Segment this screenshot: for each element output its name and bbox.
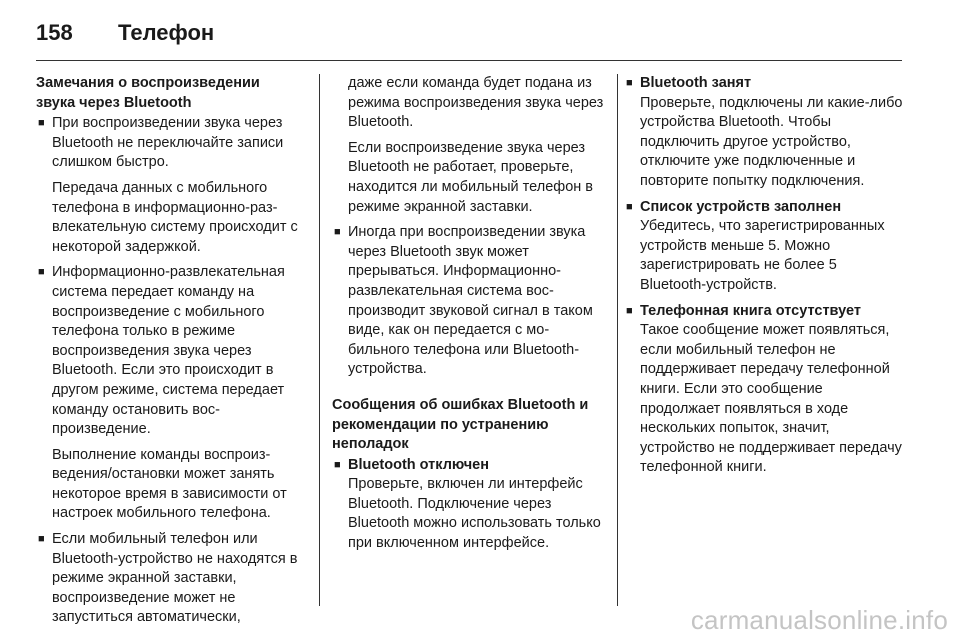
bullet-square-icon: ■ (626, 77, 633, 89)
column-1 (36, 74, 306, 626)
page-number: 158 (36, 20, 73, 45)
item-text: Если мобильный телефон или Bluetooth-устройство не находятся в режиме экранной заставки, воспроизведение может не запуститься автоматически, (52, 531, 298, 626)
item-title: Bluetooth отключен (348, 456, 489, 473)
watermark: carmanualsonline.info (690, 605, 948, 635)
spacer (332, 386, 604, 396)
bullet-square-icon: ■ (38, 117, 45, 130)
bullet-square-icon: ■ (626, 200, 633, 213)
list-item (332, 223, 604, 380)
item-text: Такое сообщение может появляться, если мобильный телефон не поддерживает передачу телефонной книги. Если это сообщение продолжает появляться в ходе нескольких попыток, значит, устройство не поддерживает передачу телефонной книги. (640, 322, 902, 476)
section-heading-errors (332, 396, 604, 455)
column-divider-1 (319, 74, 320, 606)
list-item (36, 530, 306, 628)
item-text: Проверьте, включен ли интерфейс Bluetooth. Подключение через Bluetooth можно использовать только при включенном интерфейсе. (348, 476, 601, 552)
continued-paragraph: даже если команда будет подана из режима воспроизведения звука через Bluetooth. (348, 75, 604, 131)
list-item (36, 263, 306, 524)
page-header (36, 20, 214, 48)
column-divider-2 (617, 74, 618, 606)
heading-line: Замечания о воспроизведении (36, 75, 260, 91)
item-text: Убедитесь, что зарегистрированных устройств меньше 5. Можно зарегистрировать не более 5 Bluetooth-устройств. (640, 218, 885, 293)
continued-paragraph: Если воспроизведение звука через Bluetooth не работает, проверьте, находится ли мобильный телефон в режиме экранной заставки. (348, 139, 593, 215)
item-text: Проверьте, подключены ли какие-либо устройства Bluetooth. Чтобы подключить другое устройство, отключите уже подключенные и повторите попытку подключения. (640, 94, 903, 189)
list-item (624, 198, 904, 296)
list-item (624, 74, 904, 192)
list-item (332, 456, 604, 554)
page-title: Телефон (118, 20, 215, 45)
list-item (624, 302, 904, 478)
bullet-square-icon: ■ (38, 266, 45, 279)
item-title: Телефонная книга отсутствует (640, 302, 861, 319)
item-text: Иногда при воспроизведении звука через Bluetooth звук может прерываться. Информационно-развлекательная система воспроизводит звуковой сигнал в таком виде, как он передается с мобильного телефона или Bluetooth-устройства. (348, 224, 593, 378)
item-text: При воспроизведении звука через Bluetooth не переключайте записи слишком быстро. (52, 115, 284, 171)
item-text: Информационно-развлекательная система передает команду на воспроизведение с мобильного телефона только в режиме воспроизведения звука через Bluetooth. Если это происходит в другом режиме, система передает команду остановить воспроизведение. (52, 264, 285, 438)
heading-line: неполадок (332, 436, 409, 453)
bullet-square-icon: ■ (38, 533, 45, 546)
column-3 (624, 74, 904, 608)
bullet-square-icon: ■ (334, 458, 341, 471)
heading-line: звука через Bluetooth (36, 94, 192, 111)
item-title: Bluetooth занят (640, 75, 752, 91)
section-heading-playback (36, 74, 306, 113)
list-item (36, 114, 306, 257)
column-2 (332, 74, 604, 608)
item-paragraph: Передача данных с мобильного телефона в информационно-развлекательную систему происходит с некоторой задержкой. (52, 179, 298, 255)
bullet-square-icon: ■ (626, 304, 633, 317)
bullet-square-icon: ■ (334, 226, 341, 239)
heading-line: рекомендации по устранению (332, 416, 549, 433)
heading-line: Сообщения об ошибках Bluetooth и (332, 396, 589, 413)
header-divider (36, 60, 902, 61)
item-paragraph: Выполнение команды воспроизведения/остановки может занять некоторое время в зависимости от настроек мобильного телефона. (52, 446, 287, 522)
item-title: Список устройств заполнен (640, 198, 842, 215)
